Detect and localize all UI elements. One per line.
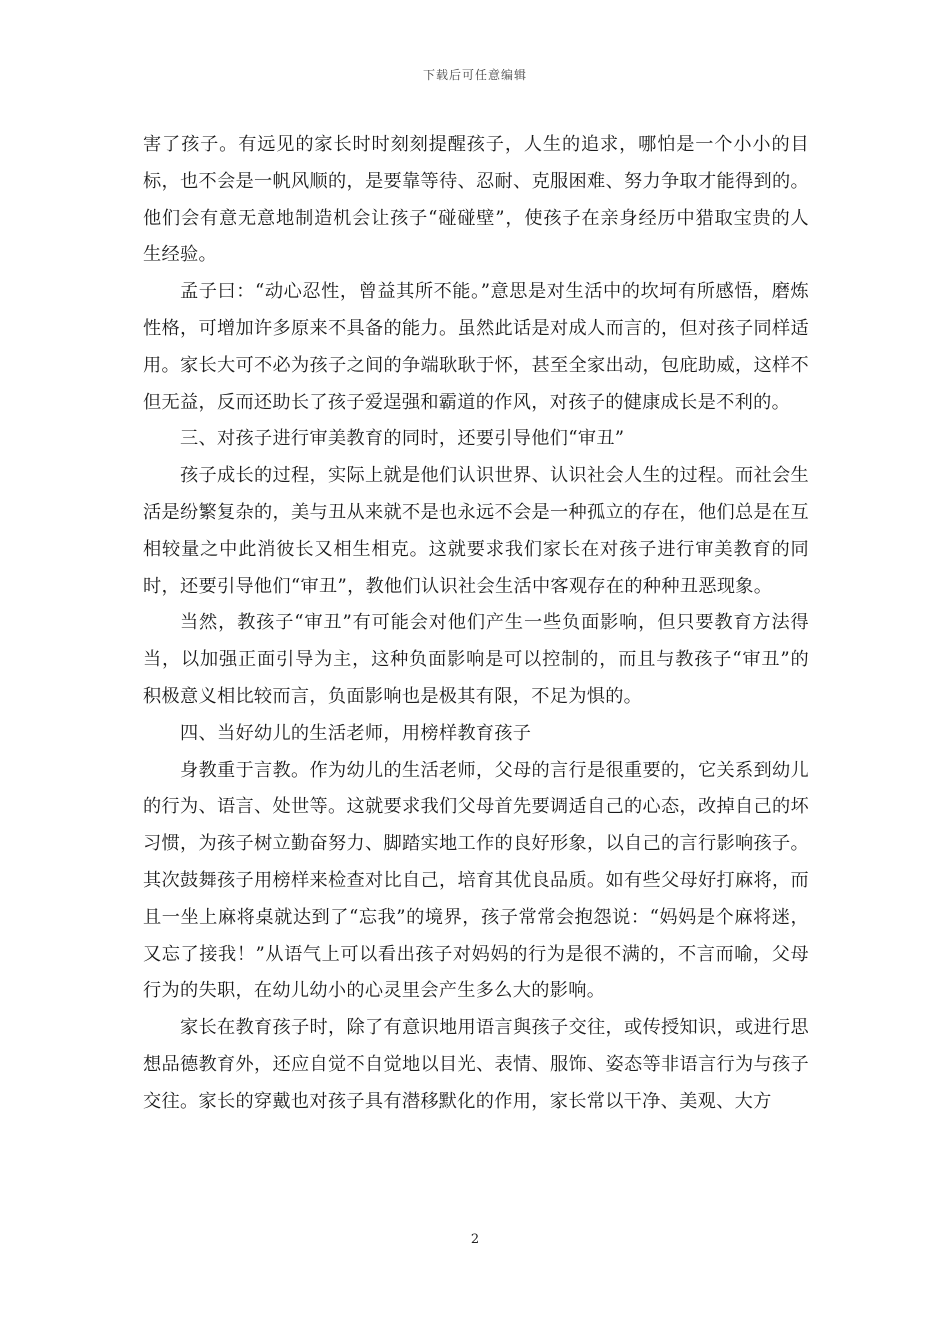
- page-header: 下载后可任意编辑: [422, 68, 527, 82]
- body-paragraph: 孩子成长的过程，实际上就是他们认识世界、认识社会人生的过程。而社会生活是纷繁复杂的，美与丑从来就不是也永远不会是一种孤立的存在，他们总是在互相较量之中此消彼长又相生相克。这就要求我们家长在对孩子进行审美教育的同时，还要引导他们“审丑”，教他们认识社会生活中客观存在的种种丑恶现象。: [143, 465, 809, 597]
- body-paragraph: 家长在教育孩子时，除了有意识地用语言與孩子交往，或传授知识，或进行思想品德教育外，还应自觉不自觉地以目光、表情、服饰、姿态等非语言行为与孩子交往。家长的穿戴也对孩子具有潜移默化的作用，家长常以干净、美观、大方: [143, 1017, 809, 1112]
- body-paragraph: 当然，教孩子“审丑”有可能会对他们产生一些负面影响，但只要教育方法得当，以加强正面引导为主，这种负面影响是可以控制的，而且与教孩子“审丑”的积极意义相比较而言，负面影响也是极其有限，不足为惧的。: [143, 612, 809, 707]
- body-paragraph: 害了孩子。有远见的家长时时刻刻提醒孩子，人生的追求，哪怕是一个小小的目标，也不会是一帆风顺的，是要靠等待、忍耐、克服困难、努力争取才能得到的。他们会有意无意地制造机会让孩子“碰碰壁”，使孩子在亲身经历中猎取宝贵的人生经验。: [143, 134, 809, 266]
- document-body: [143, 127, 809, 1121]
- section-heading: 四、当好幼儿的生活老师，用榜样教育孩子: [180, 722, 532, 744]
- page-number: 2: [470, 1232, 480, 1247]
- body-paragraph: 身教重于言教。作为幼儿的生活老师，父母的言行是很重要的，它关系到幼儿的行为、语言、处世等。这就要求我们父母首先要调适自己的心态，改掉自己的坏习惯，为孩子树立勤奋努力、脚踏实地工作的良好形象，以自己的言行影响孩子。其次鼓舞孩子用榜样来检查对比自己，培育其优良品质。如有些父母好打麻将，而且一坐上麻将桌就达到了“忘我”的境界，孩子常常会抱怨说：“妈妈是个麻将迷，又忘了接我！”从语气上可以看出孩子对妈妈的行为是很不满的，不言而喻，父母行为的失职，在幼儿幼小的心灵里会产生多么大的影响。: [143, 759, 809, 1002]
- body-paragraph: 孟子曰：“动心忍性，曾益其所不能。”意思是对生活中的坎坷有所感悟，磨炼性格，可增加许多原来不具备的能力。虽然此话是对成人而言的，但对孩子同样适用。家长大可不必为孩子之间的争端耿耿于怀，甚至全家出动，包庇助威，这样不但无益，反而还助长了孩子爱逞强和霸道的作风，对孩子的健康成长是不利的。: [143, 281, 809, 413]
- section-heading: 三、对孩子进行审美教育的同时，还要引导他们“审丑”: [180, 428, 625, 450]
